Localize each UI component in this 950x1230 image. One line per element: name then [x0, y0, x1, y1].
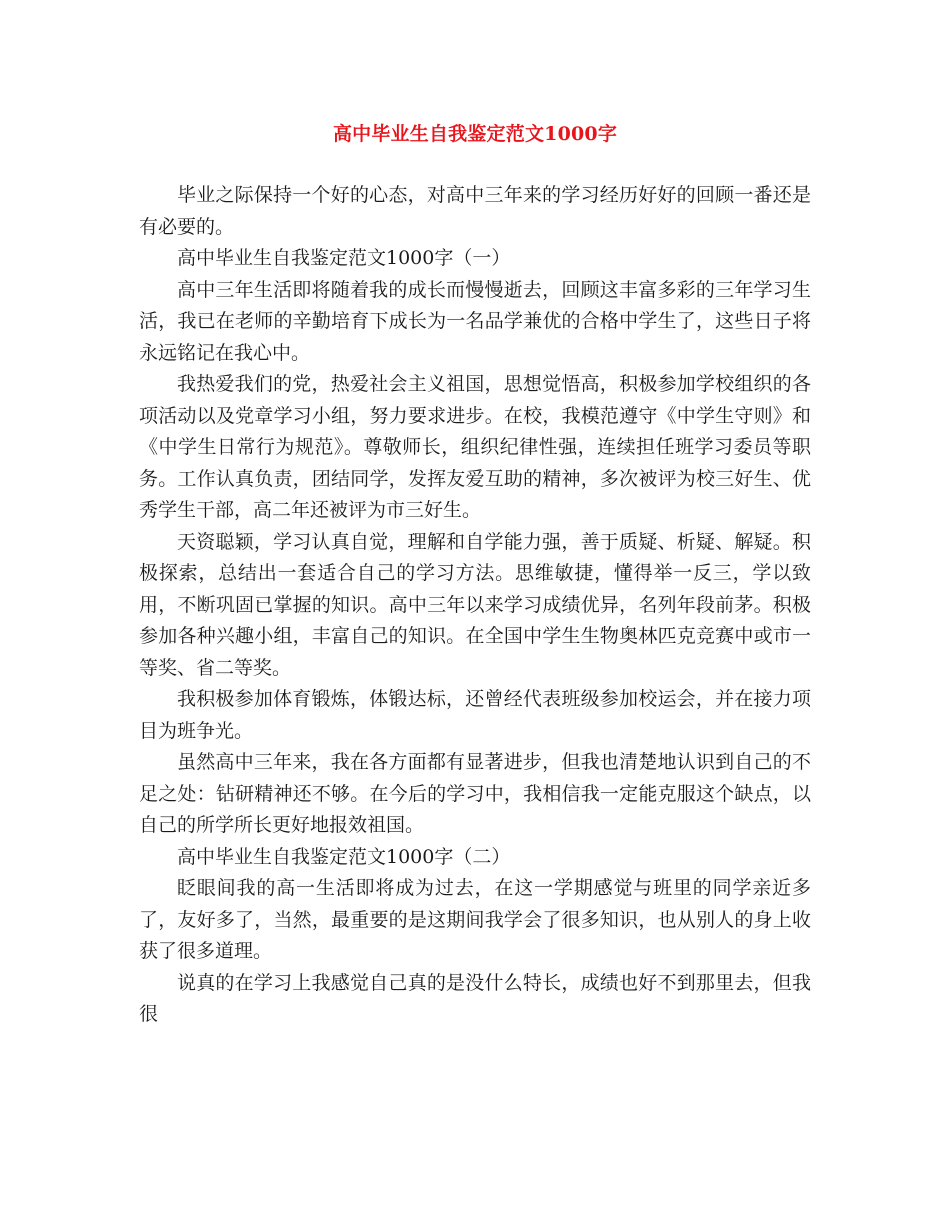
body-paragraph: 眨眼间我的高一生活即将成为过去，在这一学期感觉与班里的同学亲近多了，友好多了，当然，最重要的是这期间我学会了很多知识，也从别人的身上收获了很多道理。	[139, 877, 811, 962]
document-body	[139, 180, 811, 1031]
body-paragraph: 说真的在学习上我感觉自己真的是没什么特长，成绩也好不到那里去，但我很	[139, 971, 811, 1025]
intro-paragraph: 毕业之际保持一个好的心态，对高中三年来的学习经历好好的回顾一番还是有必要的。	[139, 184, 811, 238]
body-paragraph: 虽然高中三年来，我在各方面都有显著进步，但我也清楚地认识到自己的不足之处：钻研精神还不够。在今后的学习中，我相信我一定能克服这个缺点，以自己的所学所长更好地报效祖国。	[139, 751, 811, 836]
document-title: 高中毕业生自我鉴定范文1000字	[332, 123, 618, 145]
section-heading-one: 高中毕业生自我鉴定范文1000字（一）	[177, 247, 511, 269]
body-paragraph: 我积极参加体育锻炼，体锻达标，还曾经代表班级参加校运会，并在接力项目为班争光。	[139, 688, 811, 742]
body-paragraph: 我热爱我们的党，热爱社会主义祖国，思想觉悟高，积极参加学校组织的各项活动以及党章学习小组，努力要求进步。在校，我模范遵守《中学生守则》和《中学生日常行为规范》。尊敬师长，组织纪律性强，连续担任班学习委员等职务。工作认真负责，团结同学，发挥友爱互助的精神，多次被评为校三好生、优秀学生干部，高二年还被评为市三好生。	[139, 373, 811, 521]
body-paragraph: 高中三年生活即将随着我的成长而慢慢逝去，回顾这丰富多彩的三年学习生活，我已在老师的辛勤培育下成长为一名品学兼优的合格中学生了，这些日子将永远铭记在我心中。	[139, 278, 811, 364]
body-paragraph: 天资聪颖，学习认真自觉，理解和自学能力强，善于质疑、析疑、解疑。积极探索，总结出一套适合自己的学习方法。思维敏捷，懂得举一反三，学以致用，不断巩固已掌握的知识。高中三年以来学习成绩优异，名列年段前茅。积极参加各种兴趣小组，丰富自己的知识。在全国中学生生物奥林匹克竞赛中或市一等奖、省二等奖。	[139, 530, 811, 679]
section-heading-two: 高中毕业生自我鉴定范文1000字（二）	[177, 845, 511, 868]
